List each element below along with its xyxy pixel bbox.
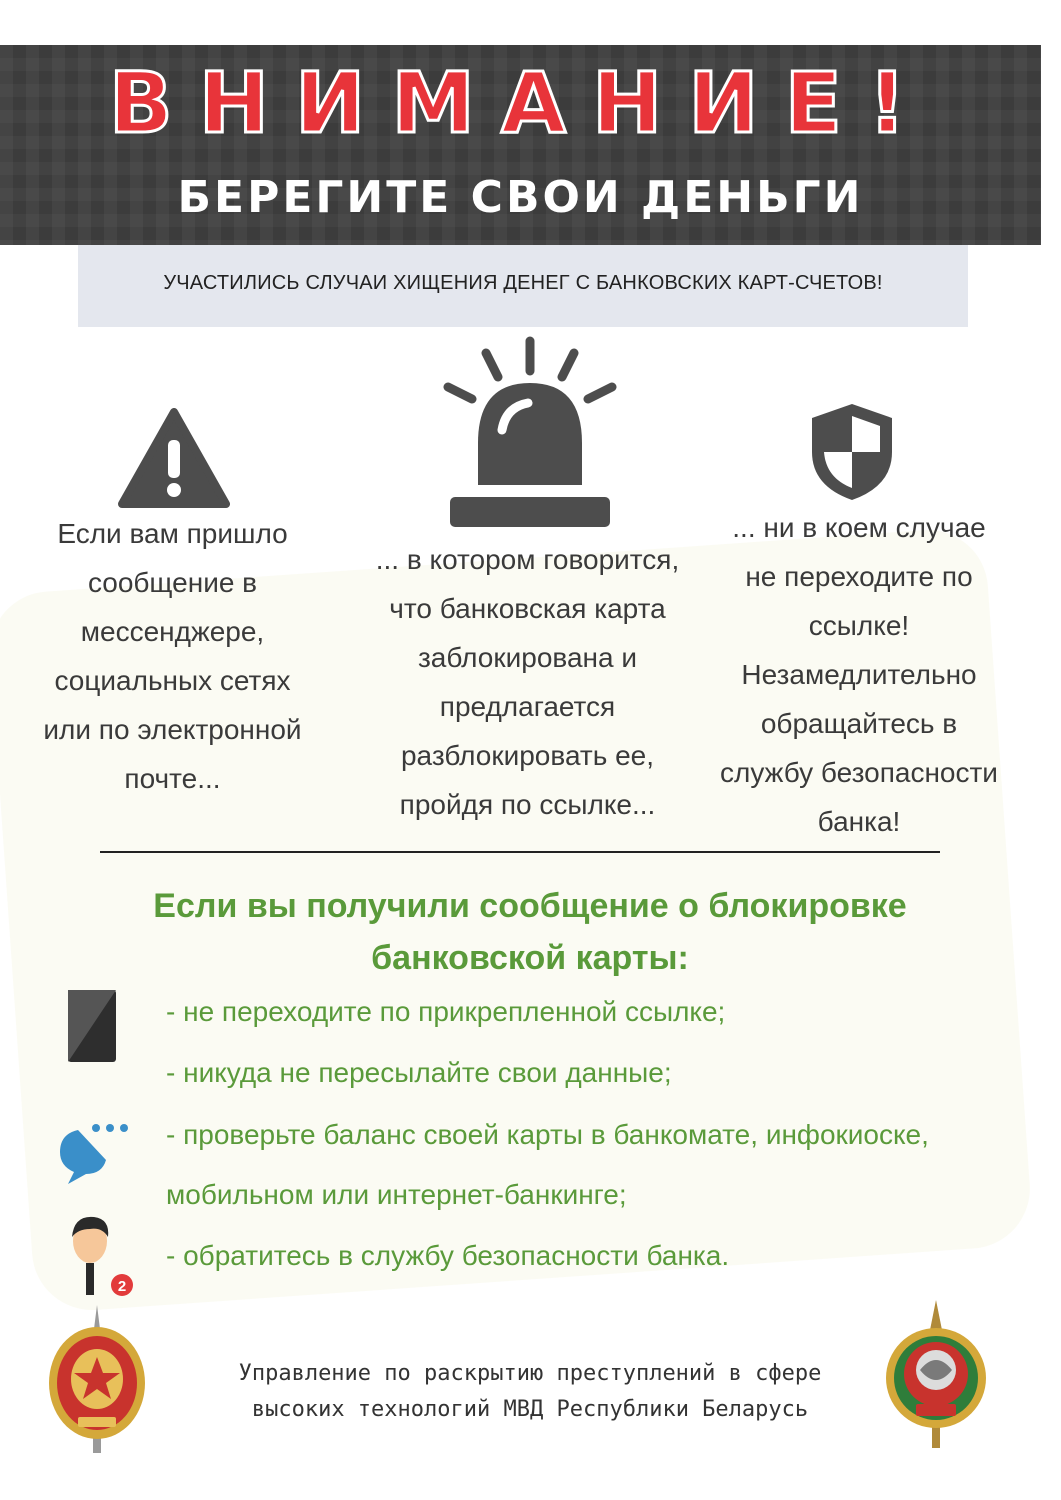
center-line-6: пройдя по ссылке... — [399, 789, 656, 820]
right-line-2: не переходите по — [745, 561, 973, 592]
attention-title: ВНИМАНИЕ! — [108, 54, 933, 152]
alarm-siren-icon — [440, 335, 620, 530]
right-line-3: ссылке! — [808, 610, 910, 641]
shield-icon — [808, 400, 896, 504]
left-line-3: мессенджере, — [80, 616, 265, 647]
right-line-6: службу безопасности — [720, 757, 998, 788]
left-line-6: почте... — [124, 763, 221, 794]
save-money-subtitle: БЕРЕГИТЕ СВОИ ДЕНЬГИ — [177, 172, 864, 223]
advice-item-3-continued: мобильном или интернет-банкинге; — [166, 1179, 627, 1210]
police-emblem-left — [42, 1305, 152, 1455]
left-line-1: Если вам пришло — [57, 518, 288, 549]
advice-title — [60, 880, 1000, 984]
footer-line-1: Управление по раскрытию преступлений в сфере — [238, 1361, 822, 1386]
advice-title-line-2: банковской карты: — [371, 939, 689, 977]
footer-organization — [200, 1356, 860, 1428]
left-line-4: социальных сетях — [54, 665, 291, 696]
right-line-1: ... ни в коем случае — [732, 512, 986, 543]
left-column-text — [20, 509, 325, 803]
left-line-5: или по электронной — [43, 714, 302, 745]
section-divider — [100, 851, 940, 853]
warning-triangle-icon — [118, 408, 230, 508]
chat-bubble-icon — [56, 1120, 128, 1186]
center-line-3: заблокирована и — [417, 642, 638, 673]
center-line-1: ... в котором говорится, — [375, 544, 680, 575]
right-column-text — [700, 503, 1018, 846]
advice-item-1: - не переходите по прикрепленной ссылке; — [166, 996, 726, 1027]
advice-item-2: - никуда не пересылайте свои данные; — [166, 1057, 672, 1088]
police-emblem-right — [880, 1300, 992, 1450]
warning-banner-text: УЧАСТИЛИСЬ СЛУЧАИ ХИЩЕНИЯ ДЕНЕГ С БАНКОВСКИХ КАРТ-СЧЕТОВ! — [163, 272, 883, 294]
left-line-2: сообщение в — [87, 567, 258, 598]
notification-badge: 2 — [117, 1278, 127, 1295]
advice-item-4: - обратитесь в службу безопасности банка. — [166, 1240, 730, 1271]
advice-item-3: - проверьте баланс своей карты в банкомате, инфокиоске, — [166, 1119, 929, 1150]
center-column-text — [355, 535, 700, 829]
center-line-2: что банковская карта — [389, 593, 666, 624]
right-line-5: обращайтесь в — [760, 708, 958, 739]
smartphone-icon — [66, 988, 118, 1064]
footer-line-2: высоких технологий МВД Республики Беларусь — [251, 1397, 809, 1422]
center-line-4: предлагается — [439, 691, 616, 722]
right-line-4: Незамедлительно — [741, 659, 977, 690]
user-avatar-icon — [66, 1215, 136, 1297]
advice-title-line-1: Если вы получили сообщение о блокировке — [153, 887, 907, 925]
center-line-5: разблокировать ее, — [400, 740, 655, 771]
right-line-7: банка! — [817, 806, 901, 837]
